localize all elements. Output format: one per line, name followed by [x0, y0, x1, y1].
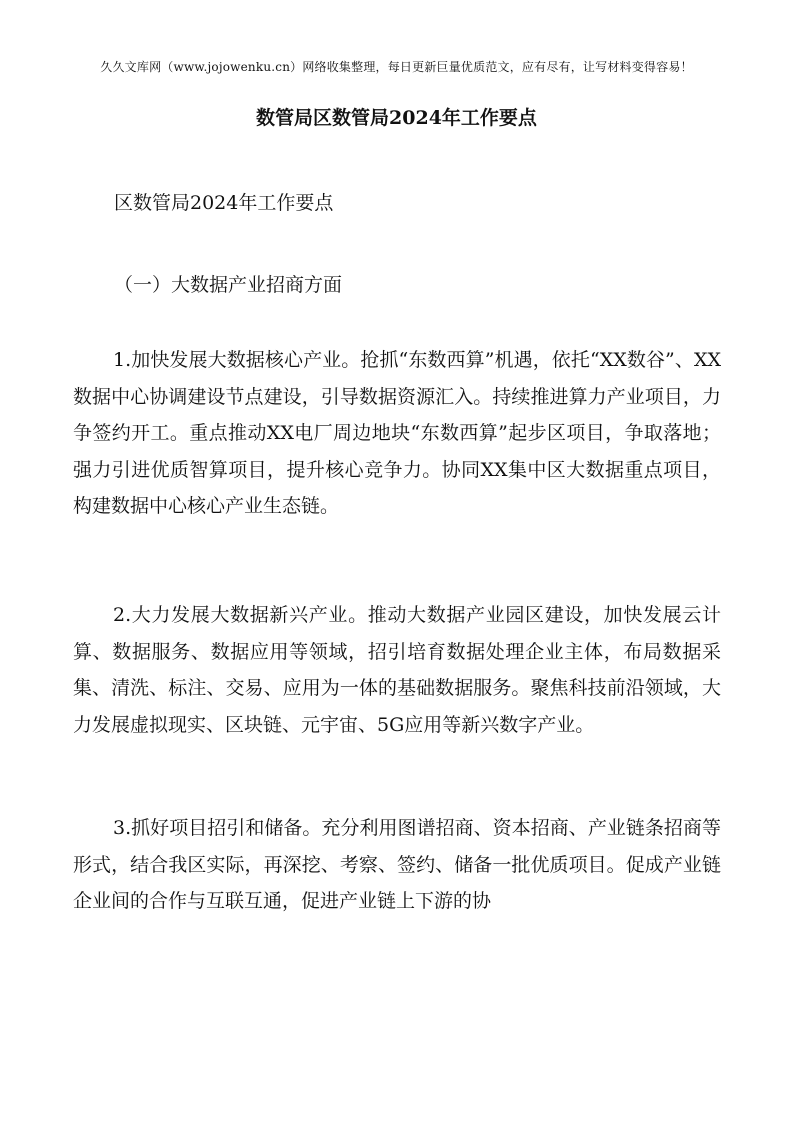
site-banner: 久久文库网（www.jojowenku.cn）网络收集整理，每日更新巨量优质范文，应有尽有，让写材料变得容易！ — [100, 60, 693, 74]
section-heading: （一）大数据产业招商方面 — [114, 274, 343, 296]
document-subtitle: 区数管局2024年工作要点 — [114, 192, 334, 214]
paragraph-1: 1.加快发展大数据核心产业。抢抓“东数西算”机遇，依托“XX数谷”、XX数据中心协调建设节点建设，引导数据资源汇入。持续推进算力产业项目，力争签约开工。重点推动XX电厂周边地块“东数西算”起步区项目，争取落地；强力引进优质智算项目，提升核心竞争力。协同XX集中区大数据重点项目，构建数据中心核心产业生态链。 — [73, 349, 721, 517]
paragraph-3: 3.抓好项目招引和储备。充分利用图谱招商、资本招商、产业链条招商等形式，结合我区实际，再深挖、考察、签约、储备一批优质项目。促成产业链企业间的合作与互联互通，促进产业链上下游的协 — [73, 817, 721, 912]
paragraph-2: 2.大力发展大数据新兴产业。推动大数据产业园区建设，加快发展云计算、数据服务、数据应用等领域，招引培育数据处理企业主体，布局数据采集、清洗、标注、交易、应用为一体的基础数据服务。聚焦科技前沿领域，大力发展虚拟现实、区块链、元宇宙、5G应用等新兴数字产业。 — [73, 604, 721, 736]
document-title: 数管局区数管局2024年工作要点 — [256, 107, 537, 129]
